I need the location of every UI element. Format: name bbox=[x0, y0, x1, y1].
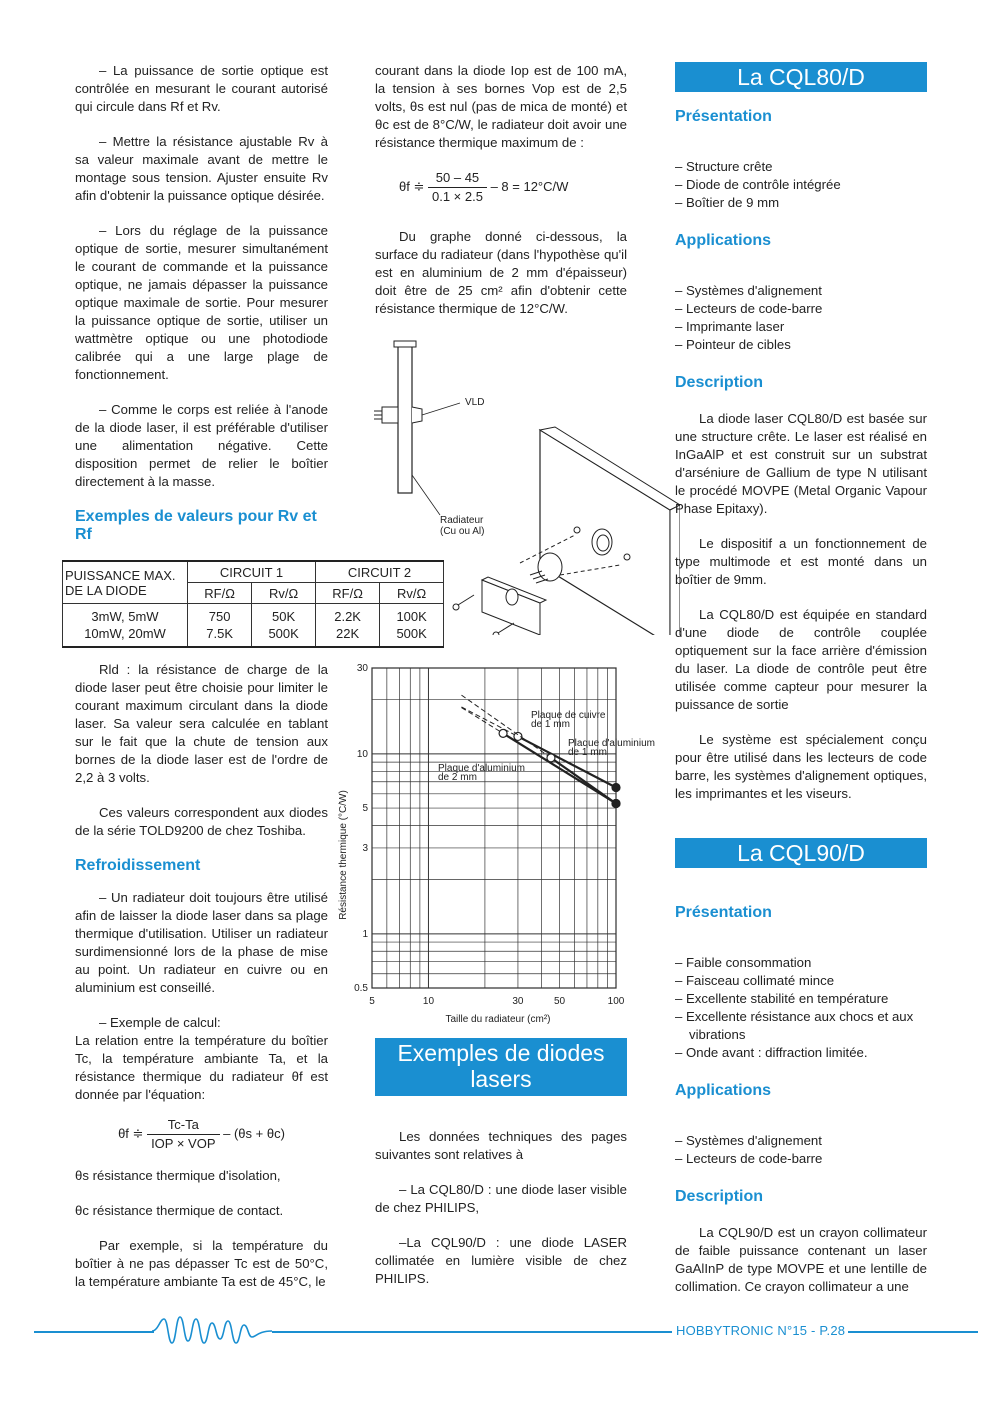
x-tick-label: 10 bbox=[422, 996, 435, 1007]
paragraph: – La puissance de sortie optique est contrôlée en mesurant le courant autorisé qui circule dans Rf et Rv. bbox=[75, 63, 328, 114]
formula bbox=[399, 169, 627, 206]
paragraph: – Exemple de calcul: bbox=[99, 1015, 221, 1030]
left-column bbox=[75, 62, 328, 558]
section-heading: Présentation bbox=[675, 108, 772, 125]
table-header: PUISSANCE MAX. DE LA DIODE bbox=[63, 561, 188, 604]
section-heading: Applications bbox=[675, 1082, 772, 1099]
list-item: – Imprimante laser bbox=[675, 318, 927, 336]
footer-rule-right bbox=[848, 1331, 978, 1333]
thermal-resistance-chart bbox=[330, 660, 675, 1030]
paragraph: Rld : la résistance de charge de la diode laser peut être choisie pour limiter le courant maximum circulant dans la diode laser. Sa valeur sera calculée en tablant sur le fait que la chute de tension aux bornes de la diode laser est de l'ordre de 2,2 à 3 volts. bbox=[75, 662, 328, 785]
formula bbox=[75, 1116, 328, 1153]
data-point bbox=[547, 754, 555, 762]
section-heading: Exemples de valeurs pour Rv et Rf bbox=[75, 508, 317, 543]
list-item: – Pointeur de cibles bbox=[675, 336, 927, 354]
paragraph: La diode laser CQL80/D est basée sur une structure crête. Le laser est réalisé en InGaAlP et est construit sur un substrat d'arséniure de Gallium de type N utilisant le procédé MOVPE (Metal Organic Vapour Phase Epitaxy). bbox=[675, 411, 927, 516]
table-cell-line: 750 bbox=[208, 609, 231, 624]
series-label-alu2-thickness: de 2 mm bbox=[438, 772, 477, 783]
paragraph: La CQL80/D est équipée en standard d'une diode de contrôle couplée optiquement sur la face arrière d'émission du laser. La diode de contrôle peut être utilisée comme capteur pour mesurer la puissance de sortie bbox=[675, 607, 927, 712]
paragraph: – Mettre la résistance ajustable Rv à sa valeur maximale avant de mettre le montage sous tension. Ajuster ensuite Rv afin d'obtenir la puissance optique désirée. bbox=[75, 134, 328, 203]
section-heading: Applications bbox=[675, 232, 772, 249]
radiateur-label: Radiateur bbox=[440, 515, 484, 526]
footer-rule-middle bbox=[272, 1331, 672, 1333]
series-label-copper: Plaque de cuivre bbox=[531, 710, 606, 721]
heatsink-illustration bbox=[370, 335, 680, 635]
paragraph: – Lors du réglage de la puissance optique de sortie, mesurer simultanément le courant de commande et la puissance optique, ne jamais dépasser la puissance optique maximale de sortie. Pour mesurer la puissance optique de sortie, utiliser un wattmètre optique ou une photodiode calibrée qui a une large plage de fonctionnement. bbox=[75, 223, 328, 382]
table-cell-line: 2.2K bbox=[334, 609, 361, 624]
product-title-bar: La CQL90/D bbox=[675, 838, 927, 868]
formula-lhs: θf ≑ bbox=[118, 1125, 144, 1141]
product-title-bar: La CQL80/D bbox=[675, 62, 927, 92]
table-cell-line: 10mW, 20mW bbox=[84, 626, 166, 641]
series-label-copper-thickness: de 1 mm bbox=[531, 719, 570, 730]
paragraph: courant dans la diode Iop est de 100 mA, la tension à ses bornes Vop est de 2,5 volts, θs est nul (pas de mica de monté) et θc est de 8°C/W, le radiateur doit avoir une résistance thermique maximum de : bbox=[375, 63, 627, 150]
paragraph: Le système est spécialement conçu pour être utilisé dans les lecteurs de code barre, les systèmes d'alignement optiques, les imprimantes et les viseurs. bbox=[675, 732, 927, 801]
x-tick-label: 5 bbox=[369, 996, 375, 1007]
y-tick-label: 1 bbox=[362, 928, 368, 940]
vld-label: VLD bbox=[465, 397, 485, 408]
y-tick-label: 0.5 bbox=[354, 983, 368, 994]
x-tick-label: 30 bbox=[512, 996, 524, 1007]
series-extension bbox=[461, 707, 517, 736]
formula-lhs: θf ≑ bbox=[399, 178, 425, 194]
paragraph: Par exemple, si la température du boîtier à ne pas dépasser Tc est de 50°C, la température ambiante Ta est de 45°C, le bbox=[75, 1238, 328, 1289]
x-axis-ticks bbox=[369, 996, 625, 1007]
section-heading: Description bbox=[675, 1188, 764, 1205]
formula-rhs: – 8 = 12°C/W bbox=[490, 178, 569, 194]
series-label-alu1: Plaque d'aluminium bbox=[568, 738, 655, 749]
y-tick-label: 3 bbox=[362, 842, 368, 854]
list-item: – Faisceau collimaté mince bbox=[675, 972, 927, 990]
table-cell bbox=[188, 604, 252, 648]
x-tick-label: 50 bbox=[553, 996, 566, 1007]
paragraph: θc résistance thermique de contact. bbox=[75, 1203, 284, 1218]
list-item: – Excellente stabilité en température bbox=[675, 990, 927, 1008]
table-cell bbox=[63, 604, 188, 648]
y-tick-label: 10 bbox=[356, 748, 368, 760]
list-item: – Onde avant : diffraction limitée. bbox=[675, 1044, 927, 1062]
formula-fraction bbox=[428, 169, 487, 206]
paragraph: Du graphe donné ci-dessous, la surface du radiateur (dans l'hypothèse qu'il est en aluminium de 2 mm d'épaisseur) doit être de 25 cm² afin d'obtenir cette résistance thermique de 12°C/W. bbox=[375, 229, 627, 316]
table-cell-line: 500K bbox=[268, 626, 299, 641]
formula-numerator: Tc-Ta bbox=[147, 1116, 219, 1135]
x-axis-label: Taille du radiateur (cm²) bbox=[445, 1014, 551, 1025]
list-item: – Lecteurs de code-barre bbox=[675, 300, 927, 318]
list-item: – Boîtier de 9 mm bbox=[675, 194, 927, 212]
middle-column-lower bbox=[375, 1128, 627, 1305]
y-axis-ticks bbox=[354, 663, 368, 994]
formula-numerator: 50 – 45 bbox=[428, 169, 487, 188]
application-list bbox=[675, 1132, 927, 1168]
left-column-lower bbox=[75, 661, 328, 1308]
table-cell bbox=[252, 604, 316, 648]
y-tick-label: 30 bbox=[356, 663, 368, 674]
vld-diode bbox=[382, 407, 398, 423]
list-item: – Lecteurs de code-barre bbox=[675, 1150, 927, 1168]
series-label-alu1-thickness: de 1 mm bbox=[568, 747, 607, 758]
table-header: Rv/Ω bbox=[252, 583, 316, 604]
right-column-lower bbox=[675, 838, 927, 1313]
table-cell-line: 100K bbox=[396, 609, 427, 624]
feature-list bbox=[675, 158, 927, 212]
list-item: – Systèmes d'alignement bbox=[675, 1132, 927, 1150]
table-cell-line: 50K bbox=[272, 609, 296, 624]
application-list bbox=[675, 282, 927, 354]
footer-page-label: HOBBYTRONIC N°15 - P.28 bbox=[676, 1323, 846, 1338]
paragraph: Les données techniques des pages suivantes sont relatives à bbox=[375, 1129, 627, 1162]
list-item: – Structure crête bbox=[675, 158, 927, 176]
series-line bbox=[551, 758, 616, 804]
y-tick-label: 5 bbox=[362, 803, 368, 815]
formula-denominator: 0.1 × 2.5 bbox=[431, 189, 483, 204]
paragraph: La relation entre la température du boîtier Tc, la température ambiante Ta, et la résistance thermique du radiateur θf est donnée par l'équation: bbox=[75, 1033, 328, 1102]
formula-rhs: – (θs + θc) bbox=[223, 1125, 285, 1141]
section-heading: Description bbox=[675, 374, 764, 391]
feature-list bbox=[675, 954, 927, 1062]
table-header: Rv/Ω bbox=[380, 583, 444, 604]
paragraph: Le dispositif a un fonctionnement de type multimode et est monté dans un boîtier de 9mm. bbox=[675, 536, 927, 587]
series-label-alu2: Plaque d'aluminium bbox=[438, 763, 525, 774]
section-heading: Refroidissement bbox=[75, 857, 201, 874]
paragraph: –La CQL90/D : une diode LASER collimatée en lumière visible de chez PHILIPS. bbox=[375, 1235, 627, 1286]
section-heading: Présentation bbox=[675, 904, 772, 921]
table-cell-line: 22K bbox=[336, 626, 360, 641]
table-header: RF/Ω bbox=[188, 583, 252, 604]
data-point bbox=[612, 799, 620, 807]
radiateur-material-label: (Cu ou Al) bbox=[440, 526, 485, 537]
list-item: – Diode de contrôle intégrée bbox=[675, 176, 927, 194]
data-point bbox=[612, 784, 620, 792]
list-item: – Faible consommation bbox=[675, 954, 927, 972]
paragraph: – Comme le corps est reliée à l'anode de la diode laser, il est préférable d'utiliser une alimentation négative. Cette disposition permet de relier le boîtier directement à la masse. bbox=[75, 402, 328, 489]
paragraph: Ces valeurs correspondent aux diodes de la série TOLD9200 de chez Toshiba. bbox=[75, 805, 328, 838]
table-header: CIRCUIT 1 bbox=[188, 561, 316, 583]
list-item: – Systèmes d'alignement bbox=[675, 282, 927, 300]
paragraph: θs résistance thermique d'isolation, bbox=[75, 1168, 281, 1183]
right-column bbox=[675, 62, 927, 820]
formula-denominator: IOP × VOP bbox=[151, 1136, 216, 1151]
table-cell-line: 3mW, 5mW bbox=[91, 609, 159, 624]
middle-column bbox=[375, 62, 627, 335]
table-header: CIRCUIT 2 bbox=[315, 561, 443, 583]
list-item: – Excellente résistance aux chocs et aux vibrations bbox=[675, 1008, 927, 1044]
formula-fraction bbox=[147, 1116, 219, 1153]
y-axis-label: Résistance thermique (°C/W) bbox=[338, 790, 349, 920]
heatsink-plate bbox=[398, 343, 412, 493]
table-header: RF/Ω bbox=[315, 583, 379, 604]
table-cell-line: 7.5K bbox=[206, 626, 233, 641]
section-title-box: Exemples de diodes lasers bbox=[375, 1038, 627, 1096]
table-cell-line: 500K bbox=[396, 626, 427, 641]
paragraph: La CQL90/D est un crayon collimateur de faible puissance contenant un laser GaAlInP de type MOVPE et une lentille de collimation. Ce crayon collimateur a une bbox=[675, 1225, 927, 1294]
waveform-ornament bbox=[152, 1313, 272, 1349]
x-tick-label: 100 bbox=[607, 996, 625, 1007]
paragraph: – La CQL80/D : une diode laser visible de chez PHILIPS, bbox=[375, 1182, 627, 1215]
footer-rule-left bbox=[34, 1331, 154, 1333]
paragraph: – Un radiateur doit toujours être utilisé afin de laisser la diode laser dans sa plage thermique d'utilisation. Utiliser un radiateur surdimensionné lors de la phase de mise au point. Un radiateur en cuivre ou en aluminium est conseillé. bbox=[75, 890, 328, 995]
